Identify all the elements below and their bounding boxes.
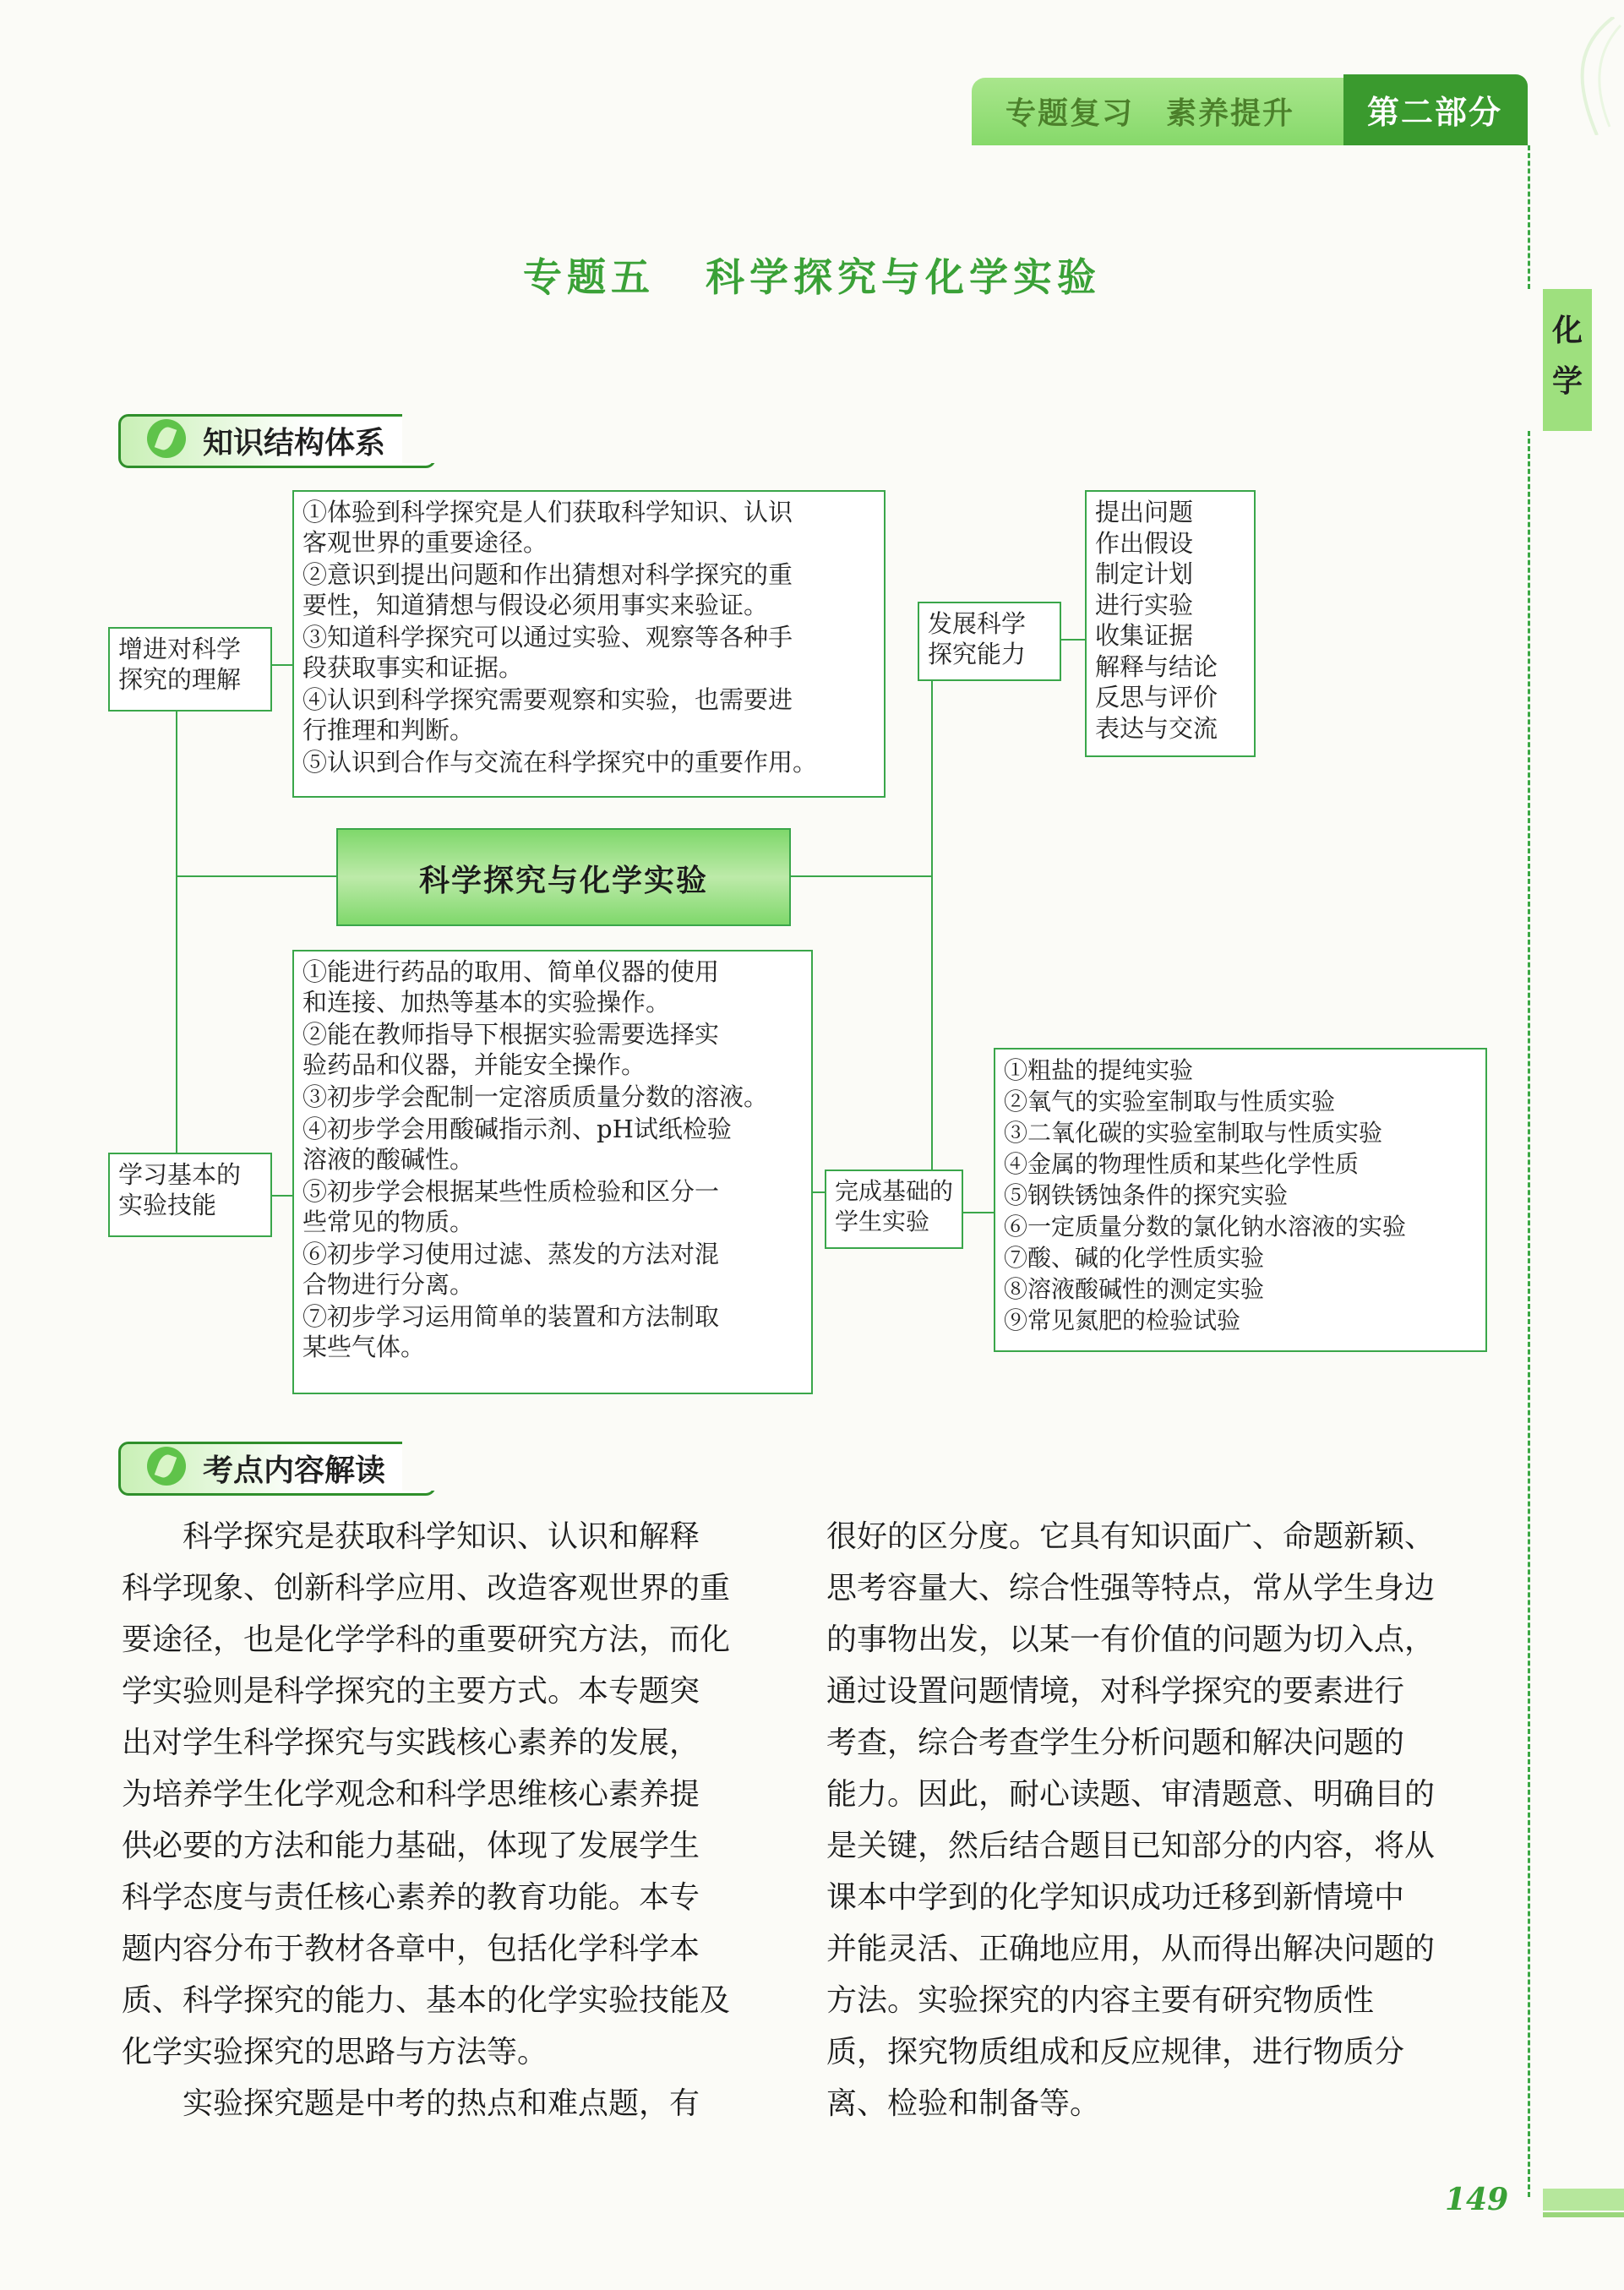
list-item: ⑥一定质量分数的氯化钠水溶液的实验 xyxy=(1004,1213,1407,1240)
leaf-icon xyxy=(147,419,186,458)
center-label: 科学探究与化学实验 xyxy=(418,863,708,898)
label-line: 发展科学 xyxy=(928,609,1027,638)
title-name: 科学探究与化学实验 xyxy=(706,254,1101,300)
list-item xyxy=(302,1301,803,1362)
connector-line xyxy=(176,875,336,877)
item-line: ⑤认识到合作与交流在科学探究中的重要作用。 xyxy=(302,748,818,777)
body-line: 是关键，然后结合题目已知部分的内容，将从 xyxy=(826,1829,1436,1863)
list-item: 反思与评价 xyxy=(1095,683,1218,712)
leaf-icon xyxy=(147,1447,186,1486)
skills-list xyxy=(292,950,813,1394)
body-line: 通过设置问题情境，对科学探究的要素进行 xyxy=(826,1674,1405,1709)
body-line: 为培养学生化学观念和科学思维核心素养提 xyxy=(122,1777,700,1812)
body-line: 科学态度与责任核心素养的教育功能。本专 xyxy=(122,1880,700,1915)
label-basic-skills xyxy=(108,1153,272,1237)
list-item xyxy=(302,622,875,683)
label-understanding xyxy=(108,627,272,712)
body-line: 出对学生科学探究与实践核心素养的发展， xyxy=(122,1726,700,1760)
body-line: 并能灵活、正确地应用，从而得出解决问题的 xyxy=(826,1932,1436,1966)
list-item xyxy=(302,1019,803,1080)
item-line: 客观世界的重要途径。 xyxy=(302,528,548,557)
list-item: ⑤钢铁锈蚀条件的探究实验 xyxy=(1004,1181,1289,1209)
item-line: ⑤初步学会根据某些性质检验和区分一 xyxy=(302,1177,720,1206)
label-line: 增进对科学 xyxy=(118,635,242,663)
item-line: ③知道科学探究可以通过实验、观察等各种手 xyxy=(302,623,793,652)
label-inquiry-ability xyxy=(918,602,1061,681)
label-line: 完成基础的 xyxy=(835,1177,954,1205)
list-item: ⑨常见氮肥的检验试验 xyxy=(1004,1306,1241,1334)
footer-bar xyxy=(1543,2189,1624,2211)
label-line: 探究能力 xyxy=(928,640,1027,668)
list-item xyxy=(302,747,875,777)
header-part: 第二部分 xyxy=(1367,94,1503,131)
label-line: 实验技能 xyxy=(118,1191,217,1219)
list-item: ④金属的物理性质和某些化学性质 xyxy=(1004,1150,1360,1178)
subject-side-tab xyxy=(1543,289,1592,431)
body-line: 能力。因此，耐心读题、审清题意、明确目的 xyxy=(826,1777,1436,1812)
body-line: 质、科学探究的能力、基本的化学实验技能及 xyxy=(122,1983,731,2018)
item-line: 要性，知道猜想与假设必须用事实来验证。 xyxy=(302,591,769,619)
list-item: 提出问题 xyxy=(1095,498,1194,526)
list-item: ②氧气的实验室制取与性质实验 xyxy=(1004,1088,1336,1115)
item-line: ③初步学会配制一定溶质质量分数的溶液。 xyxy=(302,1082,769,1111)
list-item: ③二氧化碳的实验室制取与性质实验 xyxy=(1004,1119,1383,1147)
section-title: 考点内容解读 xyxy=(203,1453,386,1488)
body-line: 实验探究题是中考的热点和难点题，有 xyxy=(183,2086,700,2121)
list-item xyxy=(302,1176,803,1237)
body-right-column xyxy=(826,1511,1482,2129)
body-line: 要途径，也是化学学科的重要研究方法，而化 xyxy=(122,1622,731,1657)
item-line: 某些气体。 xyxy=(302,1333,426,1361)
item-line: ④初步学会用酸碱指示剂、pH试纸检验 xyxy=(302,1115,732,1143)
list-item: 收集证据 xyxy=(1095,621,1194,650)
list-item xyxy=(302,684,875,745)
list-item: 作出假设 xyxy=(1095,528,1194,558)
body-line: 质，探究物质组成和反应规律，进行物质分 xyxy=(826,2035,1405,2069)
connector-line xyxy=(813,1191,825,1193)
understanding-list xyxy=(292,490,886,798)
label-line: 学生实验 xyxy=(835,1208,930,1235)
header-subtitle-band xyxy=(972,78,1343,145)
body-line: 化学实验探究的思路与方法等。 xyxy=(122,2035,548,2069)
body-line: 课本中学到的化学知识成功迁移到新情境中 xyxy=(826,1880,1405,1915)
connector-line xyxy=(963,1212,994,1213)
body-line: 科学探究是获取科学知识、认识和解释 xyxy=(183,1519,700,1554)
side-tab-char: 化 xyxy=(1551,314,1583,348)
body-line: 很好的区分度。它具有知识面广、命题新颖、 xyxy=(826,1519,1436,1554)
margin-dashed-line xyxy=(1528,431,1530,2197)
item-line: 溶液的酸碱性。 xyxy=(302,1145,475,1174)
connector-line xyxy=(272,664,292,666)
inquiry-steps-list xyxy=(1085,490,1256,757)
connector-line xyxy=(272,1195,292,1197)
list-item: 解释与结论 xyxy=(1095,652,1218,681)
item-line: 些常见的物质。 xyxy=(302,1208,475,1236)
connector-line xyxy=(931,669,933,1170)
list-item: 制定计划 xyxy=(1095,559,1194,588)
item-line: ④认识到科学探究需要观察和实验，也需要进 xyxy=(302,685,793,714)
label-line: 探究的理解 xyxy=(118,665,242,694)
header-part-badge xyxy=(1343,74,1528,145)
body-line: 离、检验和制备等。 xyxy=(826,2086,1101,2121)
item-line: 和连接、加热等基本的实验操作。 xyxy=(302,988,671,1017)
header-subtitle: 专题复习 素养提升 xyxy=(1005,96,1295,131)
list-item xyxy=(302,497,875,558)
body-line: 科学现象、创新科学应用、改造客观世界的重 xyxy=(122,1571,731,1606)
item-line: ②能在教师指导下根据实验需要选择实 xyxy=(302,1020,720,1049)
list-item: ⑦酸、碱的化学性质实验 xyxy=(1004,1244,1265,1272)
item-line: ①能进行药品的取用、简单仪器的使用 xyxy=(302,957,720,986)
list-item xyxy=(302,1239,803,1300)
side-tab-char: 学 xyxy=(1551,364,1583,399)
item-line: ⑥初步学习使用过滤、蒸发的方法对混 xyxy=(302,1240,720,1268)
label-line: 学习基本的 xyxy=(118,1160,242,1189)
item-line: 行推理和判断。 xyxy=(302,716,475,744)
body-line: 题内容分布于教材各章中，包括化学科学本 xyxy=(122,1932,700,1966)
list-item xyxy=(302,957,803,1017)
list-item: 表达与交流 xyxy=(1095,713,1218,743)
item-line: ②意识到提出问题和作出猜想对科学探究的重 xyxy=(302,560,793,589)
connector-line xyxy=(176,712,177,1161)
leaf-decoration-icon xyxy=(1546,17,1622,135)
body-line: 方法。实验探究的内容主要有研究物质性 xyxy=(826,1983,1375,2018)
title-topic: 专题五 xyxy=(523,254,655,300)
item-line: 合物进行分离。 xyxy=(302,1270,475,1299)
body-line: 思考容量大、综合性强等特点，常从学生身边 xyxy=(826,1571,1436,1606)
item-line: 验药品和仪器，并能安全操作。 xyxy=(302,1050,646,1079)
footer-bar xyxy=(1543,2212,1624,2217)
diagram-center-node xyxy=(336,828,791,926)
body-left-column xyxy=(122,1511,777,2129)
label-student-experiments xyxy=(825,1170,963,1249)
list-item: ⑧溶液酸碱性的测定实验 xyxy=(1004,1275,1265,1303)
page-title xyxy=(0,247,1624,303)
list-item xyxy=(302,559,875,620)
list-item: ①粗盐的提纯实验 xyxy=(1004,1056,1194,1084)
body-line: 学实验则是科学探究的主要方式。本专题突 xyxy=(122,1674,700,1709)
body-line: 的事物出发，以某一有价值的问题为切入点， xyxy=(826,1622,1436,1657)
list-item xyxy=(302,1082,803,1112)
body-line: 供必要的方法和能力基础，体现了发展学生 xyxy=(122,1829,700,1863)
item-line: 段获取事实和证据。 xyxy=(302,653,524,682)
body-line: 考查，综合考查学生分析问题和解决问题的 xyxy=(826,1726,1405,1760)
list-item: 进行实验 xyxy=(1095,590,1194,619)
item-line: ⑦初步学习运用简单的装置和方法制取 xyxy=(302,1302,720,1331)
list-item xyxy=(302,1114,803,1175)
section-title: 知识结构体系 xyxy=(203,426,386,461)
connector-line xyxy=(787,875,931,877)
page-number: 149 xyxy=(1445,2182,1509,2217)
experiments-list xyxy=(994,1048,1487,1352)
item-line: ①体验到科学探究是人们获取科学知识、认识 xyxy=(302,498,793,526)
